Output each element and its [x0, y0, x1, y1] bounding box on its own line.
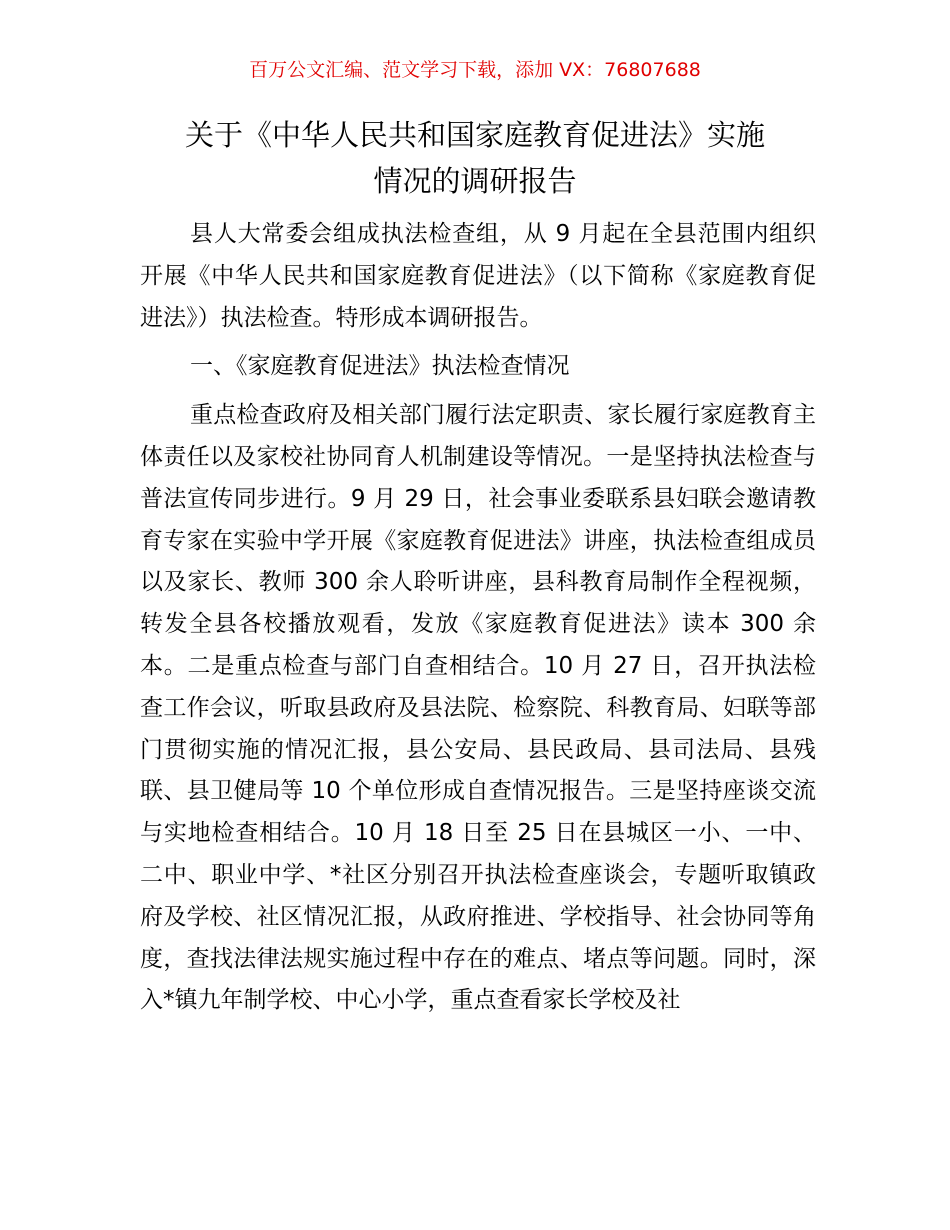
watermark-banner: 百万公文汇编、范文学习下载，添加 VX：76807688: [249, 59, 701, 81]
section-heading: 一、《家庭教育促进法》执法检查情况: [190, 353, 570, 380]
title-line-1: 关于《中华人民共和国家庭教育促进法》实施: [184, 118, 765, 152]
section-body-paragraph: 重点检查政府及相关部门履行法定职责、家长履行家庭教育主体责任以及家校社协同育人机制建设等情况。一是坚持执法检查与普法宣传同步进行。9 月 29 日，社会事业委联系县妇联会邀请教育专家在实验中学开展《家庭教育促进法》讲座，执法检查组成员以及家长、教师 300 余人聆听讲座，县科教育局制作全程视频，转发全县各校播放观看，发放《家庭教育促进法》读本 300 余本。二是重点检查与部门自查相结合。10 月 27 日，召开执法检查工作会议，听取县政府及县法院、检察院、科教育局、妇联等部门贯彻实施的情况汇报，县公安局、县民政局、县司法局、县残联、县卫健局等 10 个单位形成自查情况报告。三是坚持座谈交流与实地检查相结合。10 月 18 日至 25 日在县城区一小、一中、二中、职业中学、*社区分别召开执法检查座谈会，专题听取镇政府及学校、社区情况汇报，从政府推进、学校指导、社会协同等角度，查找法律法规实施过程中存在的难点、堵点等问题。同时，深入*镇九年制学校、中心小学，重点查看家长学校及社: [140, 402, 816, 1014]
document-title: [100, 112, 850, 204]
intro-paragraph: 县人大常委会组成执法检查组，从 9 月起在全县范围内组织开展《中华人民共和国家庭教育促进法》（以下简称《家庭教育促进法》）执法检查。特形成本调研报告。: [140, 221, 816, 331]
document-body: [140, 214, 816, 1022]
title-line-2: 情况的调研报告: [373, 164, 577, 198]
